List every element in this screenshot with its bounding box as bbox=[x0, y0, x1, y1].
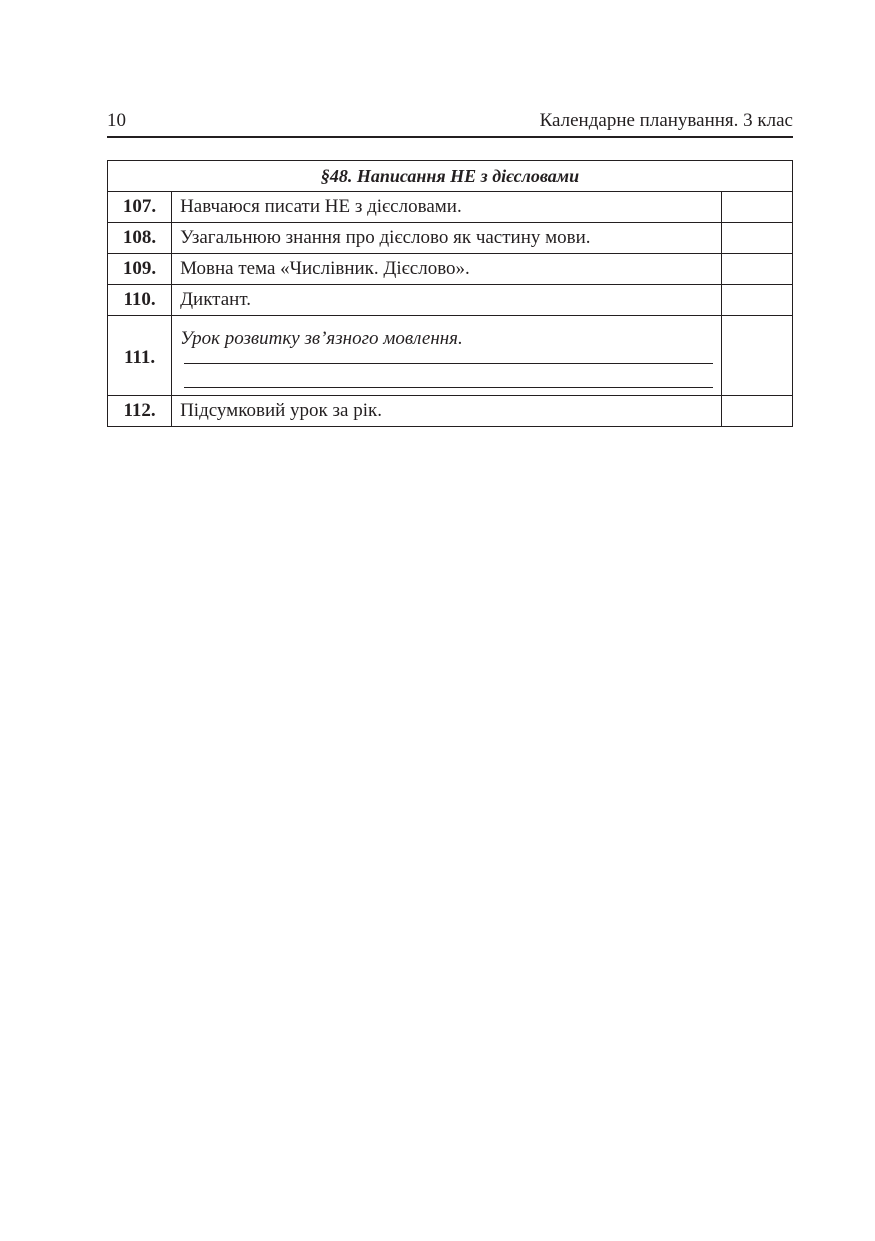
lesson-date-cell bbox=[721, 223, 792, 254]
lesson-date-cell bbox=[721, 192, 792, 223]
table-row bbox=[108, 396, 793, 427]
lesson-date-cell bbox=[721, 396, 792, 427]
table-row bbox=[108, 254, 793, 285]
table-row bbox=[108, 192, 793, 223]
lesson-number: 111. bbox=[108, 316, 172, 396]
lesson-number: 110. bbox=[108, 285, 172, 316]
table-row bbox=[108, 316, 793, 396]
section-row bbox=[108, 161, 793, 192]
page-header bbox=[107, 106, 793, 132]
lesson-topic: Мовна тема «Числівник. Дієслово». bbox=[172, 254, 722, 285]
lesson-date-cell bbox=[721, 316, 792, 396]
lesson-number: 112. bbox=[108, 396, 172, 427]
lesson-topic-cell bbox=[172, 316, 722, 396]
section-title: §48. Написання НЕ з дієсловами bbox=[108, 161, 793, 192]
lesson-number: 109. bbox=[108, 254, 172, 285]
table-row bbox=[108, 223, 793, 254]
running-title: Календарне планування. 3 клас bbox=[539, 110, 793, 131]
lesson-topic: Диктант. bbox=[172, 285, 722, 316]
writing-line bbox=[184, 387, 713, 388]
page-number: 10 bbox=[107, 110, 126, 131]
writing-line bbox=[184, 363, 713, 364]
lesson-plan-table bbox=[107, 160, 793, 427]
lesson-topic: Урок розвитку зв’язного мовлення. bbox=[180, 327, 463, 349]
lesson-topic: Підсумковий урок за рік. bbox=[172, 396, 722, 427]
table-row bbox=[108, 285, 793, 316]
lesson-number: 107. bbox=[108, 192, 172, 223]
lesson-topic: Навчаюся писати НЕ з дієсловами. bbox=[172, 192, 722, 223]
lesson-date-cell bbox=[721, 254, 792, 285]
header-rule bbox=[107, 136, 793, 138]
lesson-number: 108. bbox=[108, 223, 172, 254]
lesson-date-cell bbox=[721, 285, 792, 316]
lesson-topic: Узагальнюю знання про дієслово як частину мови. bbox=[172, 223, 722, 254]
